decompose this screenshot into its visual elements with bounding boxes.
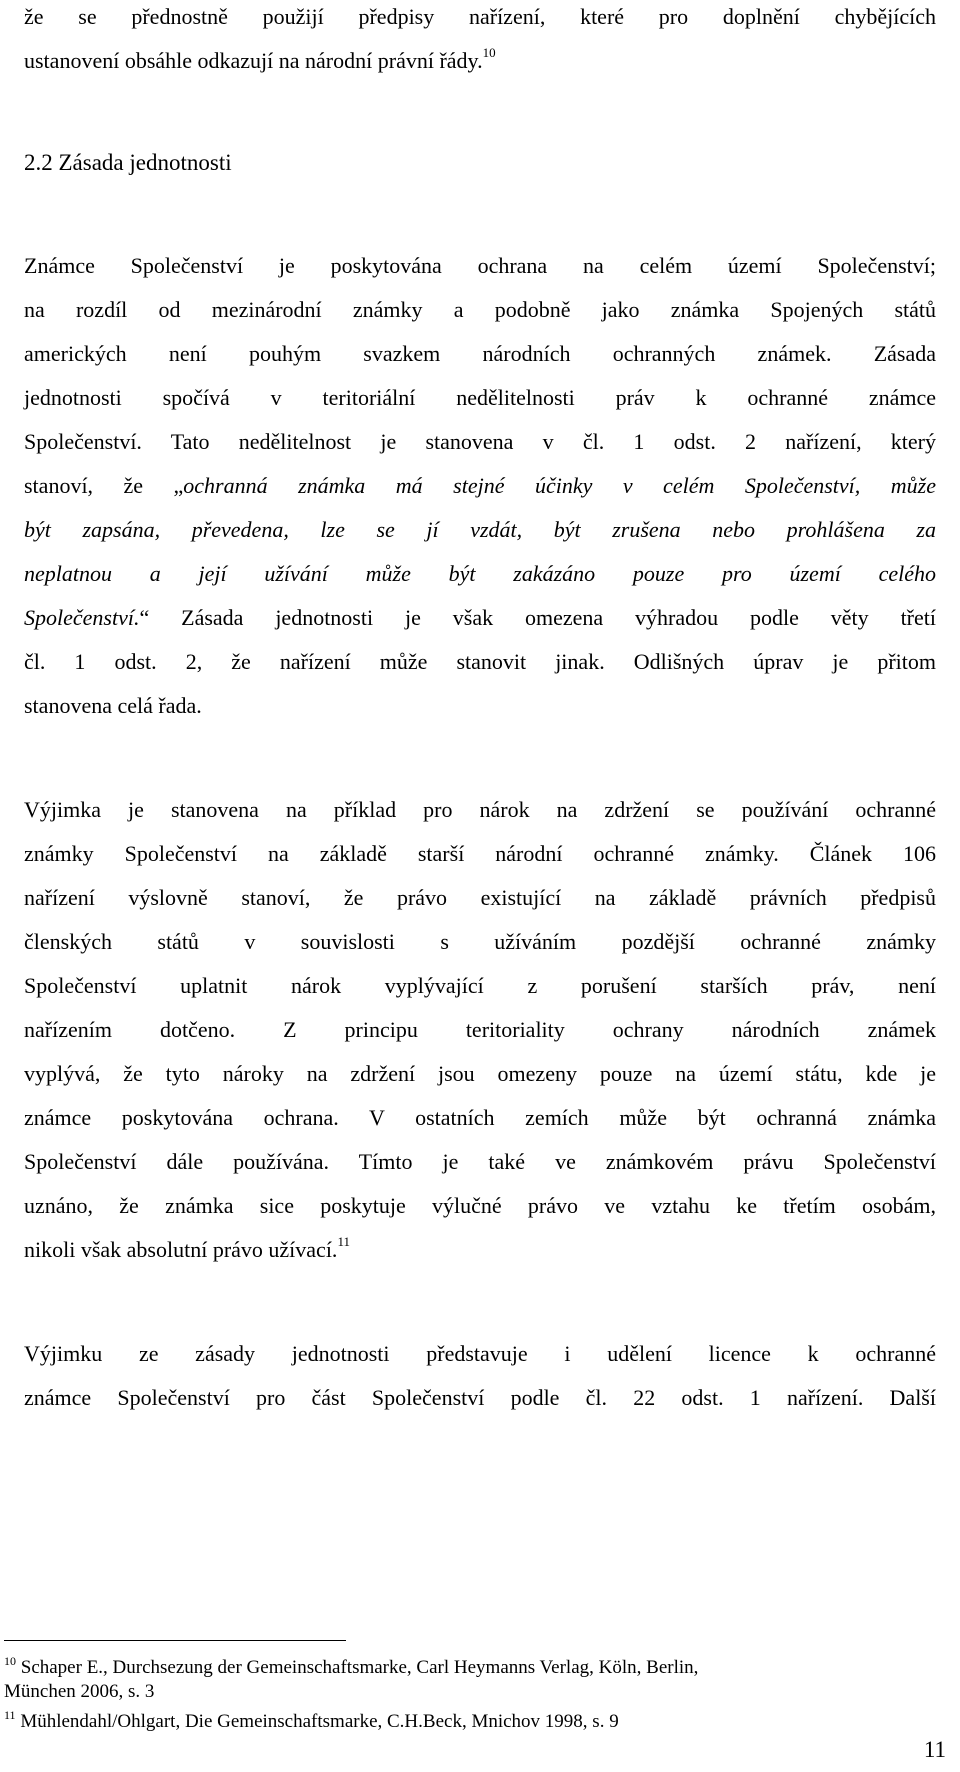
p2-line-2: známky Společenství na základě starší národní ochranné známky. Článek 106 [24,841,936,866]
footnote-10-cont: München 2006, s. 3 [4,1681,155,1702]
p1-line-4: jednotnosti spočívá v teritoriální nedělitelnosti práv k ochranné známce [24,385,936,410]
p2-line-9: Společenství dále používána. Tímto je také ve známkovém právu Společenství [24,1149,936,1174]
p1-line-6: stanoví, že „ochranná známka má stejné účinky v celém Společenství, může [24,473,936,498]
intro-line-2: ustanovení obsáhle odkazují na národní právní řády.$^{10}$ [24,45,496,73]
p2-line-5: Společenství uplatnit nárok vyplývající z porušení starších práv, není [24,973,936,998]
p3-line-1: Výjimku ze zásady jednotnosti představuje i udělení licence k ochranné [24,1341,936,1366]
p2-line-4: členských států v souvislosti s užíváním pozdější ochranné známky [24,929,936,954]
p2-line-6: nařízením dotčeno. Z principu teritoriality ochrany národních známek [24,1017,936,1042]
footnote-ref-10[interactable]: 10 [482,45,496,60]
p1-line-1: Známce Společenství je poskytována ochrana na celém území Společenství; [24,253,936,278]
p3-line-2: známce Společenství pro část Společenství podle čl. 22 odst. 1 nařízení. Další [24,1385,936,1410]
footnote-10: $^{10}$ Schaper E., Durchsezung der Gemeinschaftsmarke, Carl Heymanns Verlag, Köln, Berlin, [4,1654,699,1678]
p1-line-10: čl. 1 odst. 2, že nařízení může stanovit jinak. Odlišných úprav je přitom [24,649,936,674]
footnote-11: $^{11}$ Mühlendahl/Ohlgart, Die Gemeinschaftsmarke, C.H.Beck, Mnichov 1998, s. 9 [4,1708,619,1732]
p1-line-8: neplatnou a její užívání může být zakázáno pouze pro území celého [24,561,936,586]
p2-line-11: nikoli však absolutní právo užívací.$^{11}$ [24,1234,350,1262]
p2-line-10: uznáno, že známka sice poskytuje výlučné právo ve vztahu ke třetím osobám, [24,1193,936,1218]
page-number: 11 [923,1737,946,1762]
p1-line-3: amerických není pouhým svazkem národních ochranných známek. Zásada [24,341,936,366]
footnote-ref-11[interactable]: 11 [337,1234,350,1249]
footnote-separator [4,1640,346,1641]
p1-line-2: na rozdíl od mezinárodní známky a podobně jako známka Spojených států [24,297,936,322]
p1-line-11: stanovena celá řada. [24,693,202,718]
p2-line-1: Výjimka je stanovena na příklad pro nárok na zdržení se používání ochranné [24,797,936,822]
p2-line-3: nařízení výslovně stanoví, že právo existující na základě právních předpisů [24,885,936,910]
p1-line-5: Společenství. Tato nedělitelnost je stanovena v čl. 1 odst. 2 nařízení, který [24,429,936,454]
p1-line-9: Společenství.“ Zásada jednotnosti je však omezena výhradou podle věty třetí [24,605,936,630]
quoted-text: ochranná známka má stejné účinky v celém Společenství, může [183,473,936,498]
p2-line-7: vyplývá, že tyto nároky na zdržení jsou omezeny pouze na území státu, kde je [24,1061,936,1086]
p1-line-7: být zapsána, převedena, lze se jí vzdát, být zrušena nebo prohlášena za [24,517,936,542]
section-heading: 2.2 Zásada jednotnosti [24,150,232,175]
intro-line-1: že se přednostně použijí předpisy nařízení, které pro doplnění chybějících [24,4,936,29]
p2-line-8: známce poskytována ochrana. V ostatních zemích může být ochranná známka [24,1105,936,1130]
